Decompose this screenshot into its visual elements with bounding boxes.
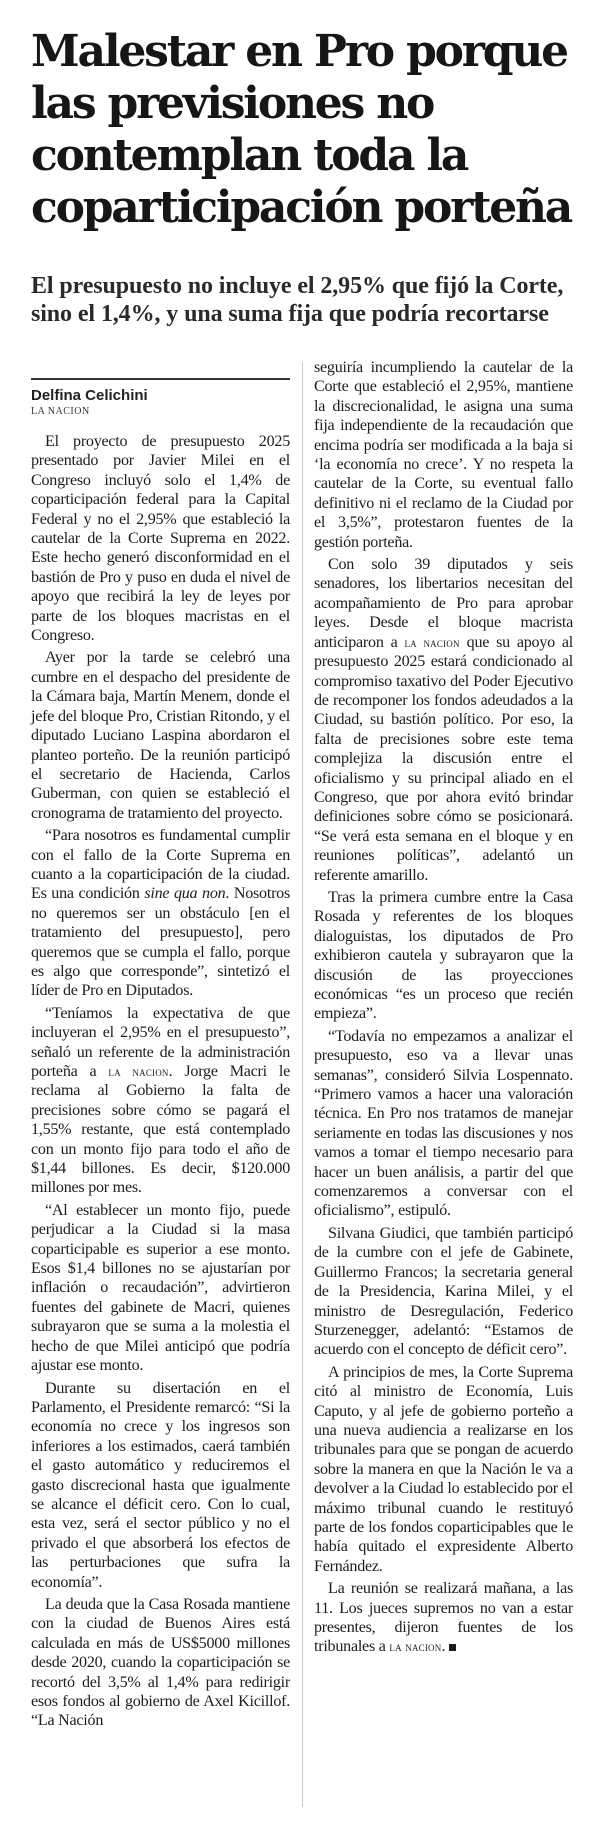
paragraph — [314, 1579, 573, 1657]
byline-rule — [31, 378, 290, 380]
paragraph: Ayer por la tarde se celebró una cumbre en el despacho del presidente de la Cámara baja, Martín Menem, donde el jefe del bloque Pro, Cristian Ritondo, y el diputado Luciano Laspina abordaron el planteo porteño. De la reunión participó el secretario de Hacienda, Carlos Guberman, con quien se estableció el cronograma de tratamiento del proyecto. — [31, 649, 290, 822]
paragraph-text: Con solo 39 diputados y seis senadores, los libertarios necesitan del acompañamiento de Pro para aprobar leyes. Desde el bloque macrista anticiparon a — [314, 556, 573, 651]
article-column-left — [31, 358, 290, 1734]
article-subheadline: El presupuesto no incluye el 2,95% que fijó la Corte, sino el 1,4%, y una suma fija que podría recortarse — [31, 273, 564, 327]
paragraph-continued: seguiría incumpliendo la cautelar de la Corte que estableció el 2,95%, mantiene la discrecionalidad, le asigna una suma fija independiente de la recaudación que encima podría ser modificada a la baja si ‘la economía no crece’. Y no respeta la cautelar de la Corte, su eventual fallo definitivo ni el reclamo de la Ciudad por el 3,5%”, protestaron fuentes de la gestión porteña. — [314, 359, 573, 551]
paragraph-text: “Para nosotros es fundamental cumplir con el fallo de la Corte Suprema en cuanto a la coparticipación de la ciudad. Es una condición — [31, 827, 290, 903]
paragraph: Durante su disertación en el Parlamento, el Presidente remarcó: “Si la economía no crece y los ingresos son inferiores a los estimados, caerá también el gasto automático y reduciremos el gasto discrecional hasta que igualmente se alcance el déficit cero. Con lo cual, esta vez, será el sector público y no el privado el que absorberá los efectos de las perturbaciones que sufra la economía”. — [31, 1379, 290, 1591]
paragraph-text: . Jorge Macri le reclama al Gobierno la falta de precisiones sobre cómo se pagará el 1,55% restante, que está contemplado con un monto fijo para todo el año de $1,44 billones. Es decir, $120.000 millones por mes. — [31, 1063, 290, 1197]
latin-phrase: sine qua non — [144, 885, 226, 903]
paragraph: La deuda que la Casa Rosada mantiene con la ciudad de Buenos Aires está calculada en más de US$5000 millones desde 2020, cuando la coparticipación se recortó del 3,5% al 1,4% para redirigir esos fondos al gobierno de Axel Kicillof. “La Nación — [31, 1595, 290, 1730]
paragraph — [31, 826, 290, 1001]
article-column-right — [314, 358, 573, 1660]
author-name: Delfina Celichini — [31, 387, 148, 404]
paragraph: Tras la primera cumbre entre la Casa Rosada y referentes de los bloques dialoguistas, los diputados de Pro exhibieron cautela y subrayaron que la discusión de las proyecciones económicas “es un proceso que recién empieza”. — [314, 888, 573, 1023]
paragraph-text: “Teníamos la expectativa de que incluyeran el 2,95% en el presupuesto”, señaló un referente de la administración porteña a — [31, 1004, 290, 1080]
paragraph-text: . — [441, 1638, 446, 1656]
paragraph — [314, 555, 573, 885]
paragraph-text: que su apoyo al presupuesto 2025 estará condicionado al compromiso taxativo del Poder Ejecutivo de recomponer los fondos adeudados a la Ciudad, su bastión político. Por eso, la falta de precisiones sobre este tema complejiza la discusión entre el oficialismo y su principal aliado en el Congreso, que por ahora evitó brindar definiciones sobre cómo se posicionará. “Se verá esta semana en el bloque y en reuniones políticas”, adelantó un referente amarillo. — [314, 633, 573, 884]
outlet-name: LA NACION — [31, 406, 90, 417]
paragraph: “Todavía no empezamos a analizar el presupuesto, eso va a llevar unas semanas”, consideró Silvia Lospennato. “Primero vamos a hacer una valoración técnica. En Pro nos tratamos de manejar seriamente en todas las discusiones y nos vamos a tomar el tiempo necesario para hacer un buen análisis, a partir del que comenzaremos a conversar con el oficialismo”, estipuló. — [314, 1027, 573, 1220]
paragraph: El proyecto de presupuesto 2025 presentado por Javier Milei en el Congreso incluyó solo el 1,4% de coparticipación federal para la Capital Federal y no el 2,95% que estableció la cautelar de la Corte Suprema en 2022. Este hecho generó disconformidad en el bastión de Pro y puso en duda el nivel de apoyo que recibirá la ley de leyes por parte de los bloques macristas en el Congreso. — [31, 433, 290, 645]
paragraph: A principios de mes, la Corte Suprema citó al ministro de Economía, Luis Caputo, y al jefe de gobierno porteño a una nueva audiencia a realizarse en los tribunales para que se pongan de acuerdo sobre la manera en que la Nación le va a devolver a la Ciudad lo establecido por el máximo tribunal cuando le restituyó parte de los fondos coparticipables que le había quitado el expresidente Alberto Fernández. — [314, 1363, 573, 1575]
column-divider — [302, 362, 303, 1807]
paragraph — [31, 1004, 290, 1198]
outlet-mention: la nacion — [108, 1064, 169, 1079]
article-headline: Malestar en Pro porque las previsiones no contemplan toda la coparticipación porteña — [31, 26, 572, 233]
end-of-article-icon — [449, 1644, 456, 1651]
paragraph: “Al establecer un monto fijo, puede perjudicar a la Ciudad si la masa coparticipable es superior a ese monto. Esos $1,4 billones no se ajustarían por inflación o recaudación”, advirtieron fuentes del gabinete de Macri, quienes subrayaron que se suma a la molestia el hecho de que Milei anticipó que podría ajustar ese monto. — [31, 1201, 290, 1375]
outlet-mention: la nacion — [404, 634, 460, 650]
paragraph-text: La reunión se realizará mañana, a las 11. Los jueces supremos no van a estar presentes, dijeron fuentes de los tribunales a — [314, 1580, 573, 1656]
paragraph-text: . Nosotros no queremos ser un obstáculo [en el tratamiento del presupuesto], pero queremos que se cumpla el fallo, porque es algo que corresponde”, sintetizó el líder de Pro en Diputados. — [31, 885, 290, 1000]
paragraph: Silvana Giudici, que también participó de la cumbre con el jefe de Gabinete, Guillermo Francos; la secretaria general de la Presidencia, Karina Milei, y el ministro de Desregulación, Federico Sturzenegger, adelantó: “Estamos de acuerdo con el concepto de déficit cero”. — [314, 1224, 573, 1359]
outlet-mention: la nacion — [389, 1639, 442, 1655]
